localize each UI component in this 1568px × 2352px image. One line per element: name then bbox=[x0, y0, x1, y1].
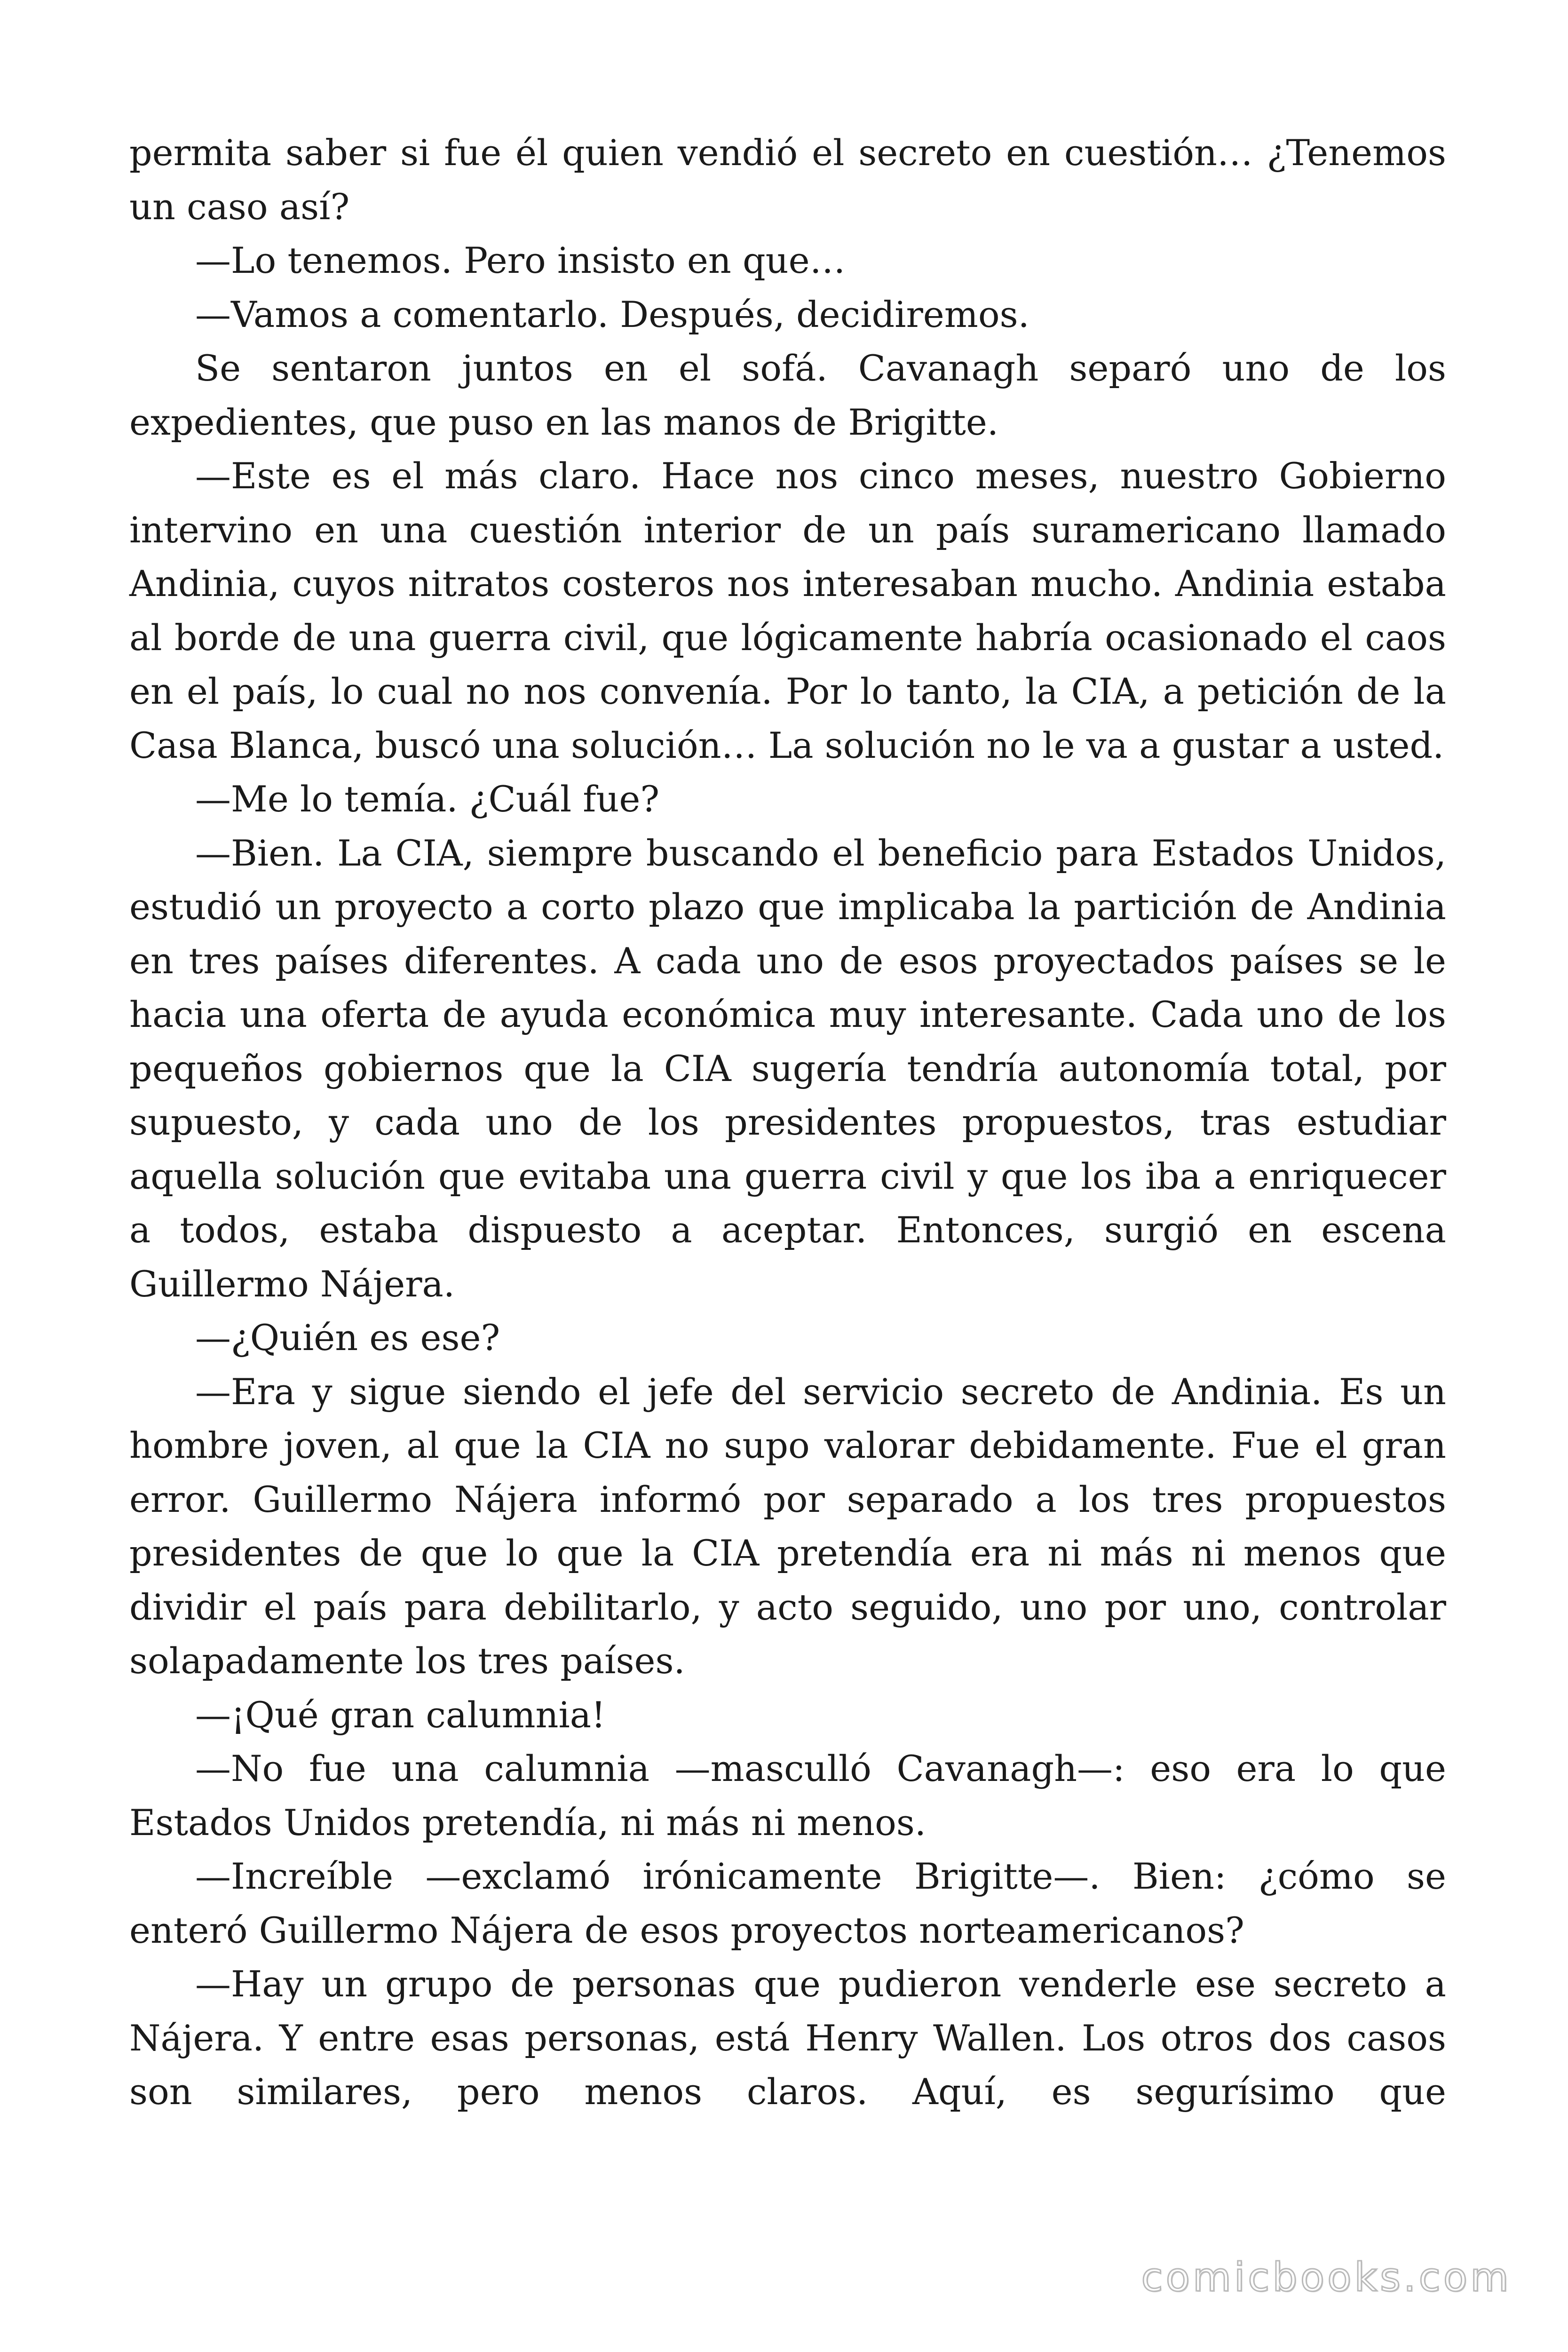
paragraph-4: Se sentaron juntos en el sofá. Cavanagh separó uno de los expedientes, que puso en las manos de Brigitte. bbox=[129, 347, 1446, 443]
paragraph-6: —Me lo temía. ¿Cuál fue? bbox=[195, 778, 660, 820]
paragraph-8: —¿Quién es ese? bbox=[195, 1317, 500, 1359]
paragraph-3: —Vamos a comentarlo. Después, decidiremos. bbox=[195, 293, 1029, 335]
watermark-logo: comicbooks.com bbox=[1141, 2254, 1512, 2300]
paragraph-1: permita saber si fue él quien vendió el secreto en cuestión… ¿Tenemos un caso así? bbox=[129, 132, 1446, 228]
paragraph-5: —Este es el más claro. Hace nos cinco meses, nuestro Gobierno intervino en una cuestión interior de un país suramericano llamado Andinia, cuyos nitratos costeros nos interesaban mucho. Andinia estaba al borde de una guerra civil, que lógicamente habría ocasionado el caos en el país, lo cual no nos convenía. Por lo tanto, la CIA, a petición de la Casa Blanca, buscó una solución… La solución no le va a gustar a usted. bbox=[129, 455, 1446, 766]
paragraph-2: —Lo tenemos. Pero insisto en que… bbox=[195, 239, 846, 281]
paragraph-11: —No fue una calumnia —mascullό Cavanagh—: eso era lo que Estados Unidos pretendía, ni más ni menos. bbox=[129, 1748, 1446, 1843]
paragraph-7: —Bien. La CIA, siempre buscando el beneficio para Estados Unidos, estudió un proyecto a corto plazo que implicaba la partición de Andinia en tres países diferentes. A cada uno de esos proyectados países se le hacia una oferta de ayuda económica muy interesante. Cada uno de los pequeños gobiernos que la CIA sugería tendría autonomía total, por supuesto, y cada uno de los presidentes propuestos, tras estudiar aquella solución que evitaba una guerra civil y que los iba a enriquecer a todos, estaba dispuesto a aceptar. Entonces, surgió en escena Guillermo Nájera. bbox=[129, 832, 1446, 1305]
body-text bbox=[129, 126, 1446, 2119]
paragraph-9: —Era y sigue siendo el jefe del servicio secreto de Andinia. Es un hombre joven, al que la CIA no supo valorar debidamente. Fue el gran error. Guillermo Nájera informó por separado a los tres propuestos presidentes de que lo que la CIA pretendía era ni más ni menos que dividir el país para debilitarlo, y acto seguido, uno por uno, controlar solapadamente los tres países. bbox=[129, 1370, 1446, 1682]
paragraph-13: —Hay un grupo de personas que pudieron venderle ese secreto a Nájera. Y entre esas personas, está Henry Wallen. Los otros dos casos son similares, pero menos claros. Aquí, es segurísimo que bbox=[129, 1963, 1446, 2113]
paragraph-12: —Increíble —exclamó irónicamente Brigitte—. Bien: ¿cómo se enteró Guillermo Nájera de esos proyectos norteamericanos? bbox=[129, 1855, 1446, 1951]
paragraph-10: —¡Qué gran calumnia! bbox=[195, 1693, 606, 1736]
